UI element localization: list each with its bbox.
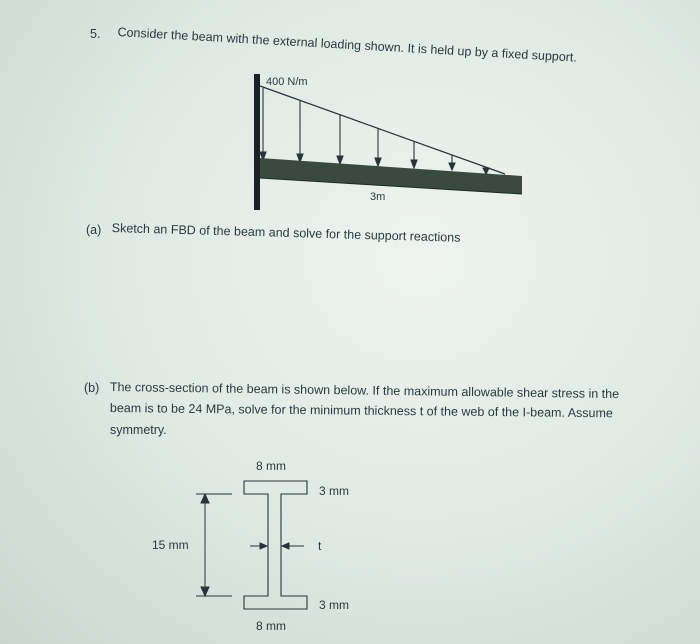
- i-beam-outline: [244, 481, 307, 609]
- problem-number: 5.: [90, 27, 101, 41]
- problem-intro: Consider the beam with the external loading shown. It is held up by a fixed support.: [117, 24, 578, 65]
- part-b-line3: symmetry.: [110, 423, 167, 437]
- fixed-support-wall: [254, 74, 260, 210]
- web-thickness-label: t: [318, 539, 322, 553]
- bottom-flange-label: 3 mm: [319, 598, 349, 612]
- web-thickness-arrows: [250, 543, 304, 549]
- part-b-label: (b): [84, 381, 100, 395]
- part-a-text: Sketch an FBD of the beam and solve for the support reactions: [111, 220, 461, 245]
- i-beam-cross-section: [244, 481, 307, 609]
- height-label: 15 mm: [152, 538, 189, 552]
- length-label: 3m: [370, 191, 386, 203]
- top-width-label: 8 mm: [256, 459, 286, 473]
- height-dimension: [196, 494, 232, 596]
- part-b-line1: The cross-section of the beam is shown below. If the maximum allowable shear stress in the: [109, 379, 620, 402]
- beam: [260, 158, 522, 194]
- top-flange-label: 3 mm: [319, 484, 349, 498]
- part-a-label: (a): [86, 223, 102, 237]
- part-b-line2: beam is to be 24 MPa, solve for the minimum thickness t of the web of the I-beam. Assume: [109, 400, 613, 421]
- bottom-width-label: 8 mm: [256, 619, 286, 633]
- load-label: 400 N/m: [266, 76, 308, 88]
